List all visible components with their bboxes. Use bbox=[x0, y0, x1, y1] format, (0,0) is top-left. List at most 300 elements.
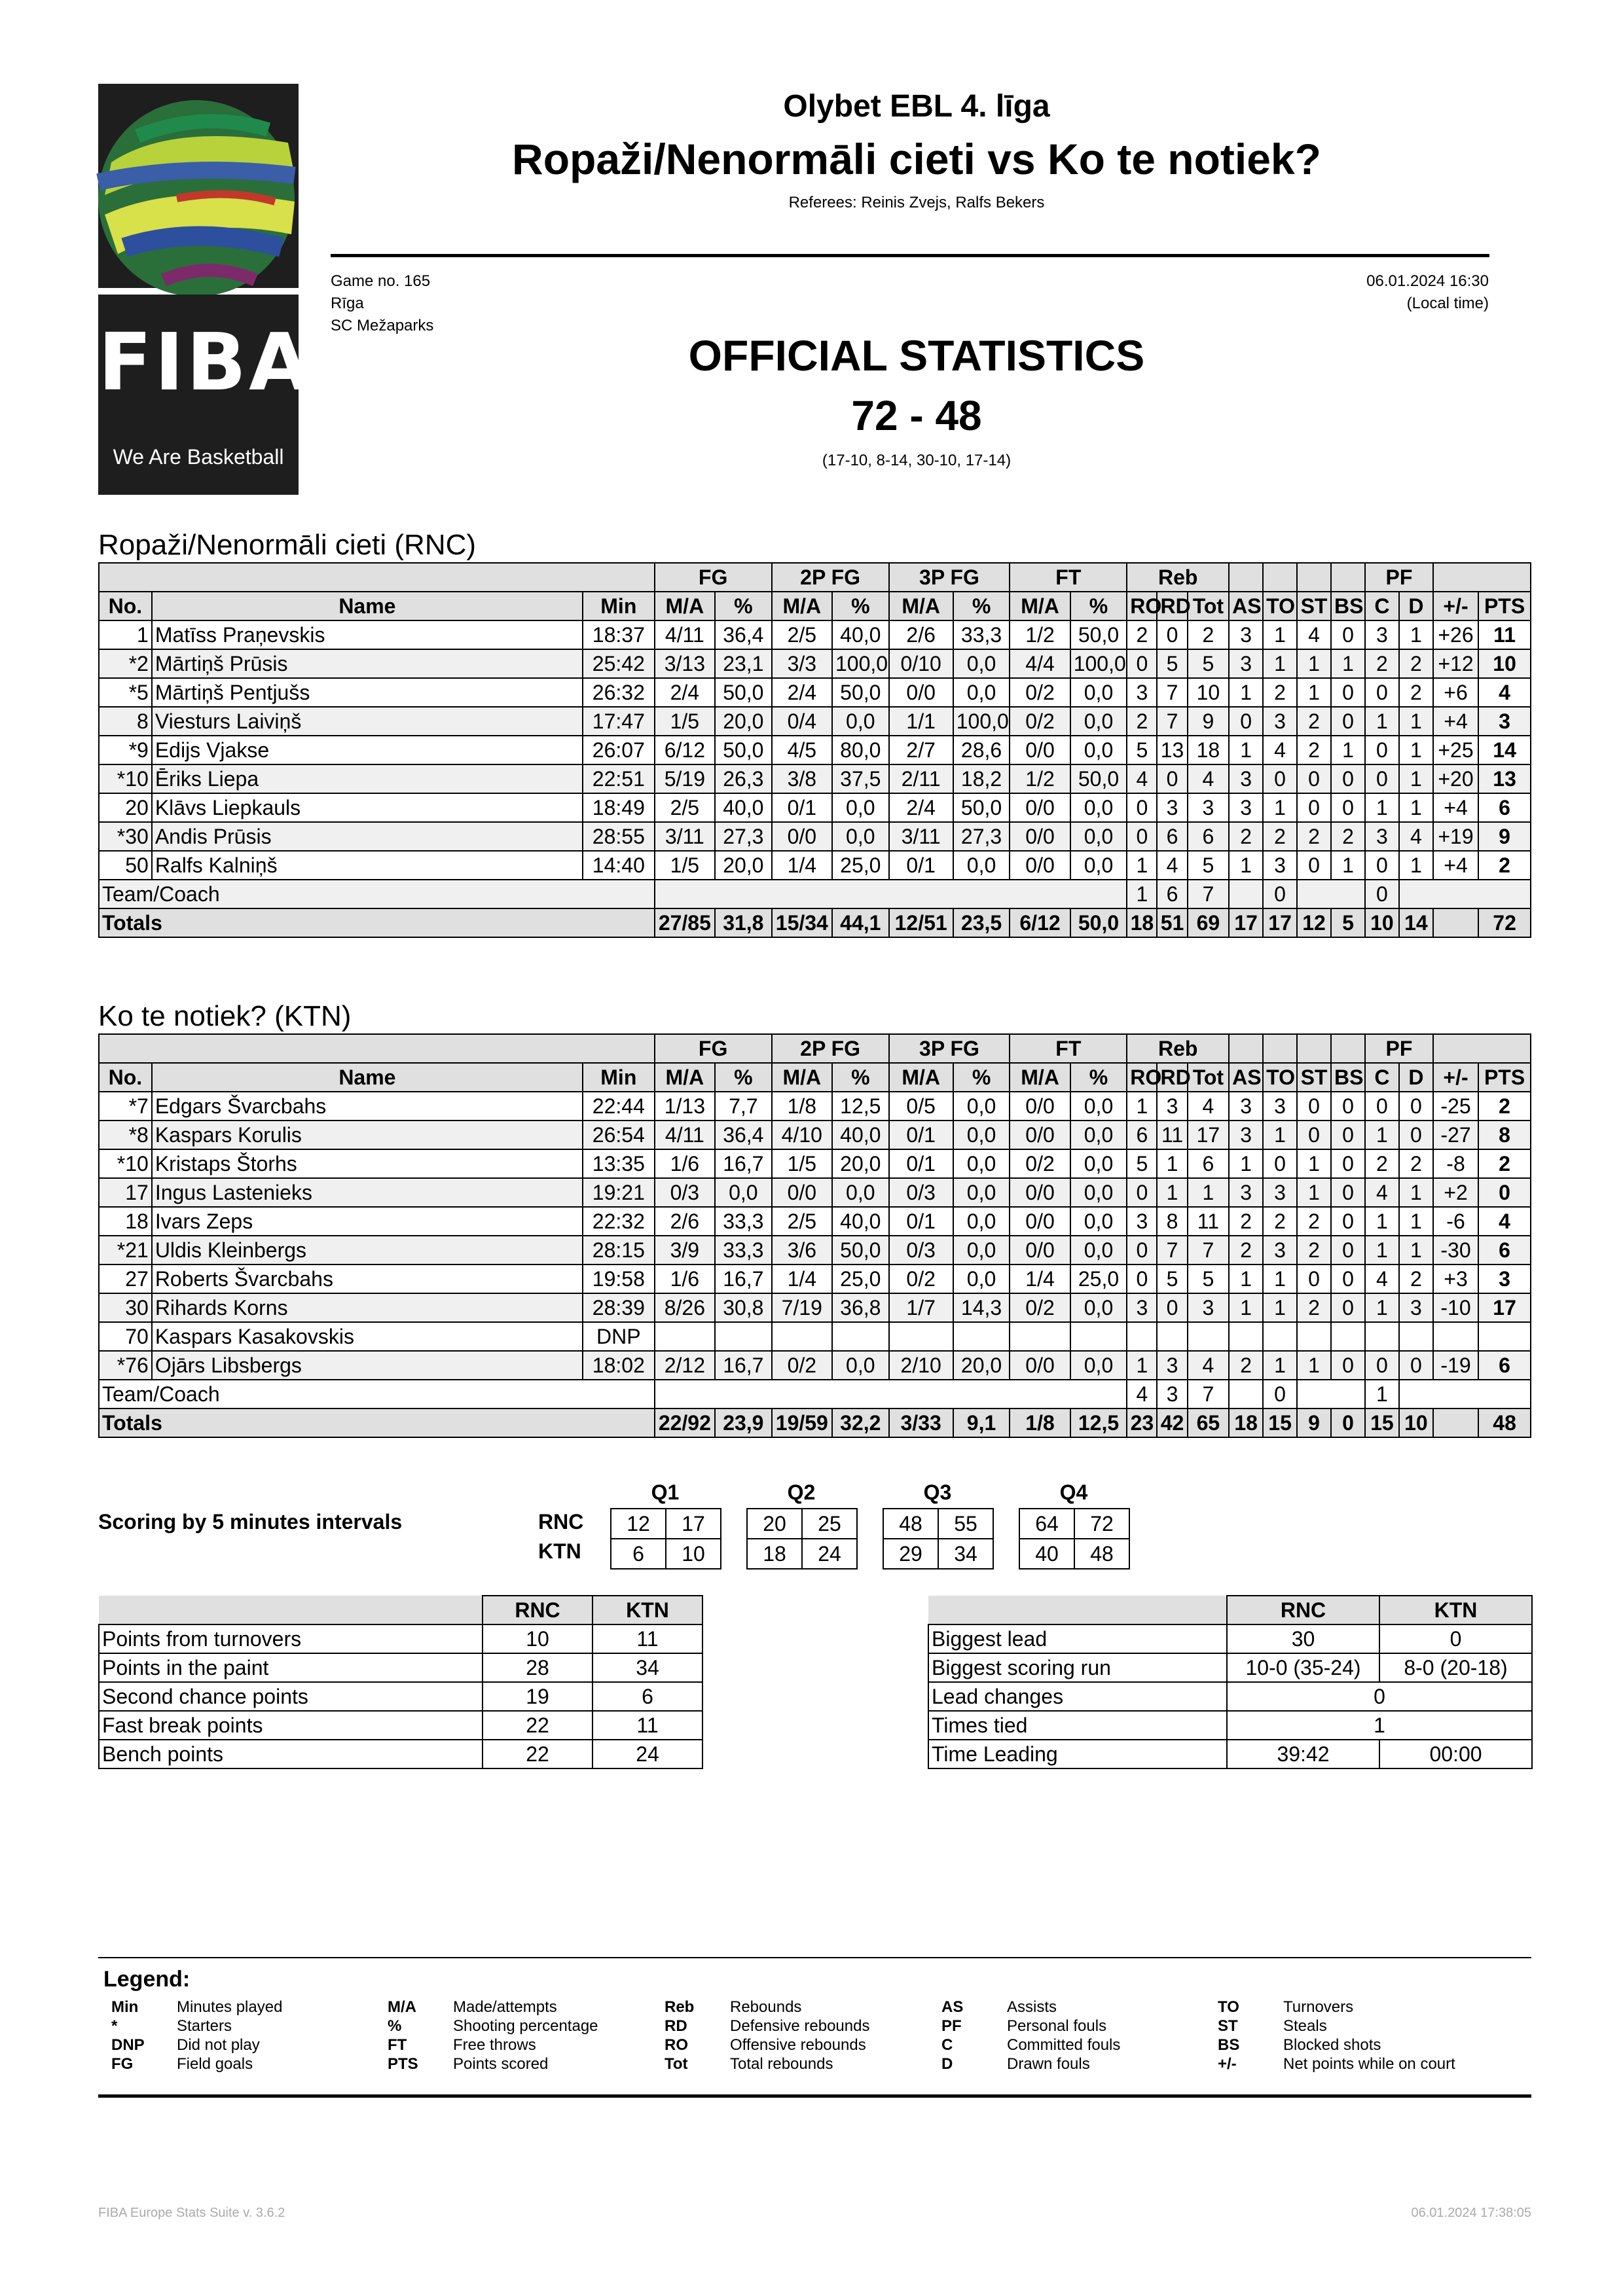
lead-rnc: 39:42 bbox=[1227, 1740, 1379, 1768]
interval-score: 17 bbox=[666, 1509, 721, 1539]
stat-cell: 12,5 bbox=[832, 1092, 889, 1121]
stat-cell: 0 bbox=[1331, 620, 1365, 649]
player-points: 13 bbox=[1478, 764, 1531, 793]
team1-title: Ropaži/Nenormāli cieti (RNC) bbox=[98, 529, 477, 561]
footer-timestamp: 06.01.2024 17:38:05 bbox=[1411, 2206, 1531, 2220]
column-header: No. bbox=[99, 1063, 152, 1092]
player-name: Uldis Kleinbergs bbox=[152, 1236, 583, 1265]
fiba-wordmark: FIBA bbox=[98, 317, 312, 408]
column-header: No. bbox=[99, 592, 152, 620]
column-header: Tot bbox=[1188, 592, 1230, 620]
stat-cell: 4 bbox=[1365, 1178, 1399, 1207]
group-header bbox=[1297, 1034, 1331, 1063]
player-number: *9 bbox=[99, 736, 152, 764]
totals-cell: 51 bbox=[1157, 908, 1187, 937]
player-row bbox=[99, 1351, 1531, 1380]
stat-cell: 3 bbox=[1188, 793, 1230, 822]
stat-cell: 3 bbox=[1263, 1236, 1297, 1265]
legend-abbr: RD bbox=[665, 2017, 687, 2035]
stat-cell: 0 bbox=[1331, 1351, 1365, 1380]
stat-cell: 36,8 bbox=[832, 1293, 889, 1322]
group-header-row bbox=[99, 563, 1531, 592]
legend-desc: Free throws bbox=[453, 2036, 536, 2054]
stat-cell bbox=[889, 1322, 953, 1351]
stat-cell: 0,0 bbox=[953, 1121, 1010, 1149]
group-header bbox=[1263, 1034, 1297, 1063]
player-row bbox=[99, 764, 1531, 793]
stat-cell: 18 bbox=[1188, 736, 1230, 764]
stat-cell bbox=[1127, 1322, 1157, 1351]
column-header: TO bbox=[1263, 1063, 1297, 1092]
stat-cell: 2 bbox=[1399, 678, 1433, 707]
lead-label: Time Leading bbox=[928, 1740, 1227, 1768]
stat-cell: 26:32 bbox=[583, 678, 655, 707]
totals-cell: 19/59 bbox=[772, 1408, 832, 1437]
column-header: +/- bbox=[1433, 1063, 1478, 1092]
stat-cell: 0 bbox=[1297, 1265, 1331, 1293]
stat-cell: 7,7 bbox=[715, 1092, 772, 1121]
totals-label: Totals bbox=[99, 1408, 655, 1437]
game-datetime: 06.01.2024 16:30 bbox=[1366, 272, 1489, 290]
stat-cell: 18,2 bbox=[953, 764, 1010, 793]
column-header: % bbox=[715, 592, 772, 620]
stat-cell: 13:35 bbox=[583, 1149, 655, 1178]
stat-cell: 0/0 bbox=[772, 822, 832, 851]
stat-cell: 0 bbox=[1365, 851, 1399, 880]
stat-cell: -10 bbox=[1433, 1293, 1478, 1322]
legend-desc: Offensive rebounds bbox=[730, 2036, 866, 2054]
player-number: 30 bbox=[99, 1293, 152, 1322]
points-ktn: 11 bbox=[593, 1624, 702, 1653]
stat-cell: 16,7 bbox=[715, 1265, 772, 1293]
stat-cell bbox=[715, 1322, 772, 1351]
stat-cell: 0/1 bbox=[772, 793, 832, 822]
group-header: FG bbox=[655, 1034, 772, 1063]
legend-abbr: C bbox=[941, 2036, 953, 2054]
column-header: ST bbox=[1297, 592, 1331, 620]
stat-cell: 6 bbox=[1127, 1121, 1157, 1149]
legend-desc: Rebounds bbox=[730, 1998, 802, 2016]
column-header: TO bbox=[1263, 592, 1297, 620]
stat-cell: 1/1 bbox=[889, 707, 953, 736]
stat-cell bbox=[1433, 1322, 1478, 1351]
totals-cell: 1/8 bbox=[1010, 1408, 1070, 1437]
fiba-logo bbox=[98, 295, 312, 495]
group-header: FG bbox=[655, 563, 772, 592]
stat-cell: 80,0 bbox=[832, 736, 889, 764]
column-header: C bbox=[1365, 592, 1399, 620]
stat-cell: 7/19 bbox=[772, 1293, 832, 1322]
stat-cell: 0/2 bbox=[1010, 1149, 1070, 1178]
team-to: 0 bbox=[1263, 1380, 1297, 1408]
stat-cell: 11 bbox=[1188, 1207, 1230, 1236]
legend-abbr: PTS bbox=[388, 2055, 418, 2073]
legend-desc: Blocked shots bbox=[1283, 2036, 1381, 2054]
stat-cell: 27,3 bbox=[953, 822, 1010, 851]
legend-desc: Personal fouls bbox=[1007, 2017, 1107, 2035]
column-header: % bbox=[832, 1063, 889, 1092]
lead-label: Times tied bbox=[928, 1711, 1227, 1740]
player-points: 2 bbox=[1478, 851, 1531, 880]
totals-cell: 0 bbox=[1331, 1408, 1365, 1437]
stat-cell: 0/1 bbox=[889, 1149, 953, 1178]
stat-cell: 10 bbox=[1188, 678, 1230, 707]
interval-score: 34 bbox=[938, 1539, 993, 1569]
stat-cell: 2 bbox=[1297, 1207, 1331, 1236]
interval-row bbox=[747, 1509, 857, 1539]
stat-cell: 20,0 bbox=[832, 1149, 889, 1178]
stat-cell: 1/4 bbox=[1010, 1265, 1070, 1293]
legend-abbr: AS bbox=[941, 1998, 964, 2016]
column-header: RO bbox=[1127, 592, 1157, 620]
stat-cell: 0,0 bbox=[953, 1149, 1010, 1178]
totals-cell: 32,2 bbox=[832, 1408, 889, 1437]
column-header: BS bbox=[1331, 592, 1365, 620]
legend-abbr: Reb bbox=[665, 1998, 695, 2016]
totals-cell: 72 bbox=[1478, 908, 1531, 937]
totals-cell: 12/51 bbox=[889, 908, 953, 937]
stat-cell: 26,3 bbox=[715, 764, 772, 793]
stat-cell: 0/0 bbox=[1010, 1207, 1070, 1236]
stat-cell: 20,0 bbox=[715, 707, 772, 736]
stat-cell: 0/2 bbox=[889, 1265, 953, 1293]
legend-desc: Field goals bbox=[177, 2055, 253, 2073]
stat-cell: 3 bbox=[1229, 793, 1263, 822]
player-name: Edgars Švarcbahs bbox=[152, 1092, 583, 1121]
lead-rnc: 30 bbox=[1227, 1624, 1379, 1653]
stat-cell: 5 bbox=[1157, 649, 1187, 678]
stat-cell: 0/2 bbox=[1010, 678, 1070, 707]
player-points: 14 bbox=[1478, 736, 1531, 764]
stat-cell: 1 bbox=[1331, 736, 1365, 764]
stat-cell: 16,7 bbox=[715, 1351, 772, 1380]
stat-cell: 0,0 bbox=[1070, 822, 1127, 851]
player-name: Kristaps Štorhs bbox=[152, 1149, 583, 1178]
player-name: Kaspars Korulis bbox=[152, 1121, 583, 1149]
stat-cell: 18:49 bbox=[583, 793, 655, 822]
player-name: Klāvs Liepkauls bbox=[152, 793, 583, 822]
interval-score: 48 bbox=[1074, 1539, 1129, 1569]
totals-cell: 15 bbox=[1263, 1408, 1297, 1437]
stat-cell: 0/4 bbox=[772, 707, 832, 736]
stat-cell: 1/5 bbox=[655, 851, 715, 880]
interval-score: 64 bbox=[1019, 1509, 1074, 1539]
totals-cell: 10 bbox=[1365, 908, 1399, 937]
stat-cell: 0/0 bbox=[1010, 1236, 1070, 1265]
stat-cell: +3 bbox=[1433, 1265, 1478, 1293]
stat-cell: 2/6 bbox=[655, 1207, 715, 1236]
stat-cell: +4 bbox=[1433, 707, 1478, 736]
stat-cell: 1 bbox=[1365, 1236, 1399, 1265]
points-header-rnc: RNC bbox=[483, 1596, 593, 1624]
stat-cell: 1/13 bbox=[655, 1092, 715, 1121]
stat-cell: 0/1 bbox=[889, 1121, 953, 1149]
stat-cell: 4/5 bbox=[772, 736, 832, 764]
player-number: 1 bbox=[99, 620, 152, 649]
stat-cell: 2 bbox=[1127, 707, 1157, 736]
stat-cell: 50,0 bbox=[832, 678, 889, 707]
stat-cell: 0,0 bbox=[953, 649, 1010, 678]
stat-cell: 28:39 bbox=[583, 1293, 655, 1322]
stat-cell: 1 bbox=[1263, 1121, 1297, 1149]
stat-cell: 2/4 bbox=[655, 678, 715, 707]
stat-cell bbox=[1365, 1322, 1399, 1351]
stat-cell: 1 bbox=[1365, 1207, 1399, 1236]
stat-cell: 0 bbox=[1127, 822, 1157, 851]
legend-desc: Drawn fouls bbox=[1007, 2055, 1090, 2073]
lead-row bbox=[928, 1653, 1532, 1682]
column-header: Tot bbox=[1188, 1063, 1230, 1092]
stat-cell: 0 bbox=[1263, 1149, 1297, 1178]
stat-cell: 5/19 bbox=[655, 764, 715, 793]
team-c: 0 bbox=[1365, 880, 1399, 908]
team2-stats-table bbox=[98, 1033, 1531, 1438]
stat-cell: 25,0 bbox=[832, 1265, 889, 1293]
stat-cell: 7 bbox=[1188, 1236, 1230, 1265]
player-name: Andis Prūsis bbox=[152, 822, 583, 851]
stat-cell: 0 bbox=[1127, 1265, 1157, 1293]
interval-score: 12 bbox=[611, 1509, 666, 1539]
stat-cell: 0 bbox=[1297, 851, 1331, 880]
stat-cell: 2 bbox=[1263, 822, 1297, 851]
game-datetime-block bbox=[1366, 270, 1489, 315]
game-info bbox=[331, 270, 433, 337]
player-points: 0 bbox=[1478, 1178, 1531, 1207]
legend-abbr: TO bbox=[1218, 1998, 1239, 2016]
stat-cell bbox=[1188, 1322, 1230, 1351]
legend-abbr: BS bbox=[1218, 2036, 1240, 2054]
stat-cell: 14:40 bbox=[583, 851, 655, 880]
stat-cell: 2 bbox=[1297, 1293, 1331, 1322]
player-name: Ralfs Kalniņš bbox=[152, 851, 583, 880]
lead-ktn: 00:00 bbox=[1379, 1740, 1532, 1768]
stat-cell: 5 bbox=[1188, 649, 1230, 678]
totals-cell: 27/85 bbox=[655, 908, 715, 937]
stat-cell: 0 bbox=[1331, 793, 1365, 822]
period-scores: (17-10, 8-14, 30-10, 17-14) bbox=[822, 452, 1012, 469]
stat-cell: 1 bbox=[1229, 1149, 1263, 1178]
points-label: Points in the paint bbox=[99, 1653, 483, 1682]
points-rnc: 28 bbox=[483, 1653, 593, 1682]
stat-cell: +25 bbox=[1433, 736, 1478, 764]
game-city: Rīga bbox=[331, 295, 364, 312]
stat-cell: 1 bbox=[1331, 851, 1365, 880]
group-header: 2P FG bbox=[772, 563, 889, 592]
stat-cell: 0,0 bbox=[1070, 1293, 1127, 1322]
player-number: 50 bbox=[99, 851, 152, 880]
stat-cell: 1/6 bbox=[655, 1265, 715, 1293]
player-number: *10 bbox=[99, 1149, 152, 1178]
stat-cell: 4/10 bbox=[772, 1121, 832, 1149]
points-row bbox=[99, 1653, 702, 1682]
interval-score: 40 bbox=[1019, 1539, 1074, 1569]
team1-stats-table bbox=[98, 562, 1531, 938]
group-header bbox=[1433, 563, 1531, 592]
stat-cell: 0 bbox=[1229, 707, 1263, 736]
stat-cell: 2 bbox=[1263, 678, 1297, 707]
stat-cell: 2/5 bbox=[772, 620, 832, 649]
stat-cell: 0,0 bbox=[953, 1178, 1010, 1207]
player-name: Ivars Zeps bbox=[152, 1207, 583, 1236]
player-row bbox=[99, 793, 1531, 822]
stat-cell: 0,0 bbox=[953, 1265, 1010, 1293]
stat-cell: 1/6 bbox=[655, 1149, 715, 1178]
team-c: 1 bbox=[1365, 1380, 1399, 1408]
stat-cell: 0,0 bbox=[953, 1207, 1010, 1236]
stat-cell: 0 bbox=[1331, 1293, 1365, 1322]
player-row bbox=[99, 822, 1531, 851]
column-header: RD bbox=[1157, 1063, 1187, 1092]
group-header: PF bbox=[1365, 1034, 1433, 1063]
stat-cell: 2 bbox=[1188, 620, 1230, 649]
lead-row bbox=[928, 1711, 1532, 1740]
legend-desc: Did not play bbox=[177, 2036, 260, 2054]
points-label: Points from turnovers bbox=[99, 1624, 483, 1653]
stat-cell: 7 bbox=[1157, 707, 1187, 736]
player-number: 27 bbox=[99, 1265, 152, 1293]
stat-cell: 2 bbox=[1127, 620, 1157, 649]
stat-cell: 50,0 bbox=[953, 793, 1010, 822]
stat-cell: 2 bbox=[1297, 707, 1331, 736]
stat-cell: 3 bbox=[1229, 1178, 1263, 1207]
stat-cell: 4/4 bbox=[1010, 649, 1070, 678]
stat-cell: 2 bbox=[1229, 1351, 1263, 1380]
stat-cell: 0 bbox=[1297, 793, 1331, 822]
legend-desc: Starters bbox=[177, 2017, 232, 2035]
stat-cell: 1 bbox=[1127, 1351, 1157, 1380]
stat-cell: 1 bbox=[1399, 707, 1433, 736]
team-coach-row bbox=[99, 1380, 1531, 1408]
points-row bbox=[99, 1682, 702, 1711]
player-number: 8 bbox=[99, 707, 152, 736]
player-points: 4 bbox=[1478, 678, 1531, 707]
group-header: FT bbox=[1010, 563, 1127, 592]
stat-cell: 0/3 bbox=[655, 1178, 715, 1207]
stat-cell: 2 bbox=[1297, 1236, 1331, 1265]
stat-cell: 1 bbox=[1399, 764, 1433, 793]
stat-cell: 0 bbox=[1399, 1121, 1433, 1149]
stat-cell: 1 bbox=[1399, 1178, 1433, 1207]
interval-row bbox=[611, 1509, 721, 1539]
stat-cell: 0 bbox=[1297, 1121, 1331, 1149]
group-header bbox=[1433, 1034, 1531, 1063]
stat-cell: 5 bbox=[1188, 1265, 1230, 1293]
lead-header-row bbox=[928, 1596, 1532, 1624]
stat-cell: 1 bbox=[1399, 736, 1433, 764]
stat-cell: 1/4 bbox=[772, 851, 832, 880]
stat-cell: 36,4 bbox=[715, 1121, 772, 1149]
stat-cell: 3/3 bbox=[772, 649, 832, 678]
stat-cell: 0/2 bbox=[1010, 1293, 1070, 1322]
stat-cell: 0/5 bbox=[889, 1092, 953, 1121]
stat-cell: 1 bbox=[1365, 1121, 1399, 1149]
stat-cell: 0 bbox=[1399, 1092, 1433, 1121]
legend-bottom-divider bbox=[98, 2094, 1531, 2098]
stat-cell: 0 bbox=[1331, 1207, 1365, 1236]
legend-title: Legend: bbox=[103, 1967, 191, 1992]
totals-cell: 6/12 bbox=[1010, 908, 1070, 937]
stat-cell bbox=[1297, 1322, 1331, 1351]
legend-abbr: FG bbox=[111, 2055, 134, 2073]
column-header: D bbox=[1399, 592, 1433, 620]
team-to: 0 bbox=[1263, 880, 1297, 908]
column-header: M/A bbox=[889, 1063, 953, 1092]
stat-cell: 3 bbox=[1229, 649, 1263, 678]
stat-cell: 0,0 bbox=[1070, 1178, 1127, 1207]
group-header bbox=[1263, 563, 1297, 592]
points-header-row bbox=[99, 1596, 702, 1624]
column-header: % bbox=[953, 1063, 1010, 1092]
interval-score: 20 bbox=[747, 1509, 802, 1539]
player-points: 2 bbox=[1478, 1149, 1531, 1178]
totals-cell: 23 bbox=[1127, 1408, 1157, 1437]
stat-cell: 2 bbox=[1365, 1149, 1399, 1178]
stat-cell: 0 bbox=[1365, 1351, 1399, 1380]
column-header: M/A bbox=[655, 592, 715, 620]
stat-cell: 27,3 bbox=[715, 822, 772, 851]
column-header: % bbox=[1070, 592, 1127, 620]
stat-cell: 2 bbox=[1331, 822, 1365, 851]
stat-cell: 0/0 bbox=[772, 1178, 832, 1207]
player-points: 3 bbox=[1478, 1265, 1531, 1293]
player-row bbox=[99, 1265, 1531, 1293]
legend-desc: Made/attempts bbox=[453, 1998, 557, 2016]
stat-cell: 36,4 bbox=[715, 620, 772, 649]
stat-cell: 0/0 bbox=[1010, 793, 1070, 822]
stat-cell: 19:21 bbox=[583, 1178, 655, 1207]
stat-cell: 0/0 bbox=[1010, 736, 1070, 764]
totals-cell: 12,5 bbox=[1070, 1408, 1127, 1437]
team-rd: 6 bbox=[1157, 880, 1187, 908]
stat-cell: +12 bbox=[1433, 649, 1478, 678]
legend-abbr: D bbox=[941, 2055, 953, 2073]
stat-cell: 1 bbox=[1297, 1351, 1331, 1380]
totals-cell bbox=[1433, 908, 1478, 937]
stat-cell: 1/2 bbox=[1010, 620, 1070, 649]
stat-cell: 22:32 bbox=[583, 1207, 655, 1236]
stat-cell: 23,1 bbox=[715, 649, 772, 678]
group-header bbox=[1331, 563, 1365, 592]
stat-cell: 14,3 bbox=[953, 1293, 1010, 1322]
stat-cell: 50,0 bbox=[1070, 620, 1127, 649]
points-ktn: 6 bbox=[593, 1682, 702, 1711]
column-header: M/A bbox=[772, 1063, 832, 1092]
legend-abbr: PF bbox=[941, 2017, 962, 2035]
player-name: Mārtiņš Prūsis bbox=[152, 649, 583, 678]
local-time-note: (Local time) bbox=[1406, 295, 1489, 312]
stat-cell: 1 bbox=[1229, 678, 1263, 707]
player-number: *30 bbox=[99, 822, 152, 851]
stat-cell: 1 bbox=[1365, 793, 1399, 822]
stat-cell: 1 bbox=[1263, 649, 1297, 678]
quarter-header: Q1 bbox=[651, 1480, 680, 1504]
stat-cell: 0,0 bbox=[1070, 851, 1127, 880]
stat-cell: 4 bbox=[1157, 851, 1187, 880]
column-header: AS bbox=[1229, 592, 1263, 620]
stat-cell: 2 bbox=[1399, 1149, 1433, 1178]
stat-cell: 17 bbox=[1188, 1121, 1230, 1149]
stat-cell: 0/10 bbox=[889, 649, 953, 678]
player-number: 17 bbox=[99, 1178, 152, 1207]
blank-cell bbox=[1229, 880, 1263, 908]
column-header: % bbox=[953, 592, 1010, 620]
player-row bbox=[99, 1293, 1531, 1322]
stat-cell: 4/11 bbox=[655, 1121, 715, 1149]
stat-cell: 6/12 bbox=[655, 736, 715, 764]
totals-cell bbox=[1433, 1408, 1478, 1437]
stat-cell: 100,0 bbox=[1070, 649, 1127, 678]
interval-score: 55 bbox=[938, 1509, 993, 1539]
